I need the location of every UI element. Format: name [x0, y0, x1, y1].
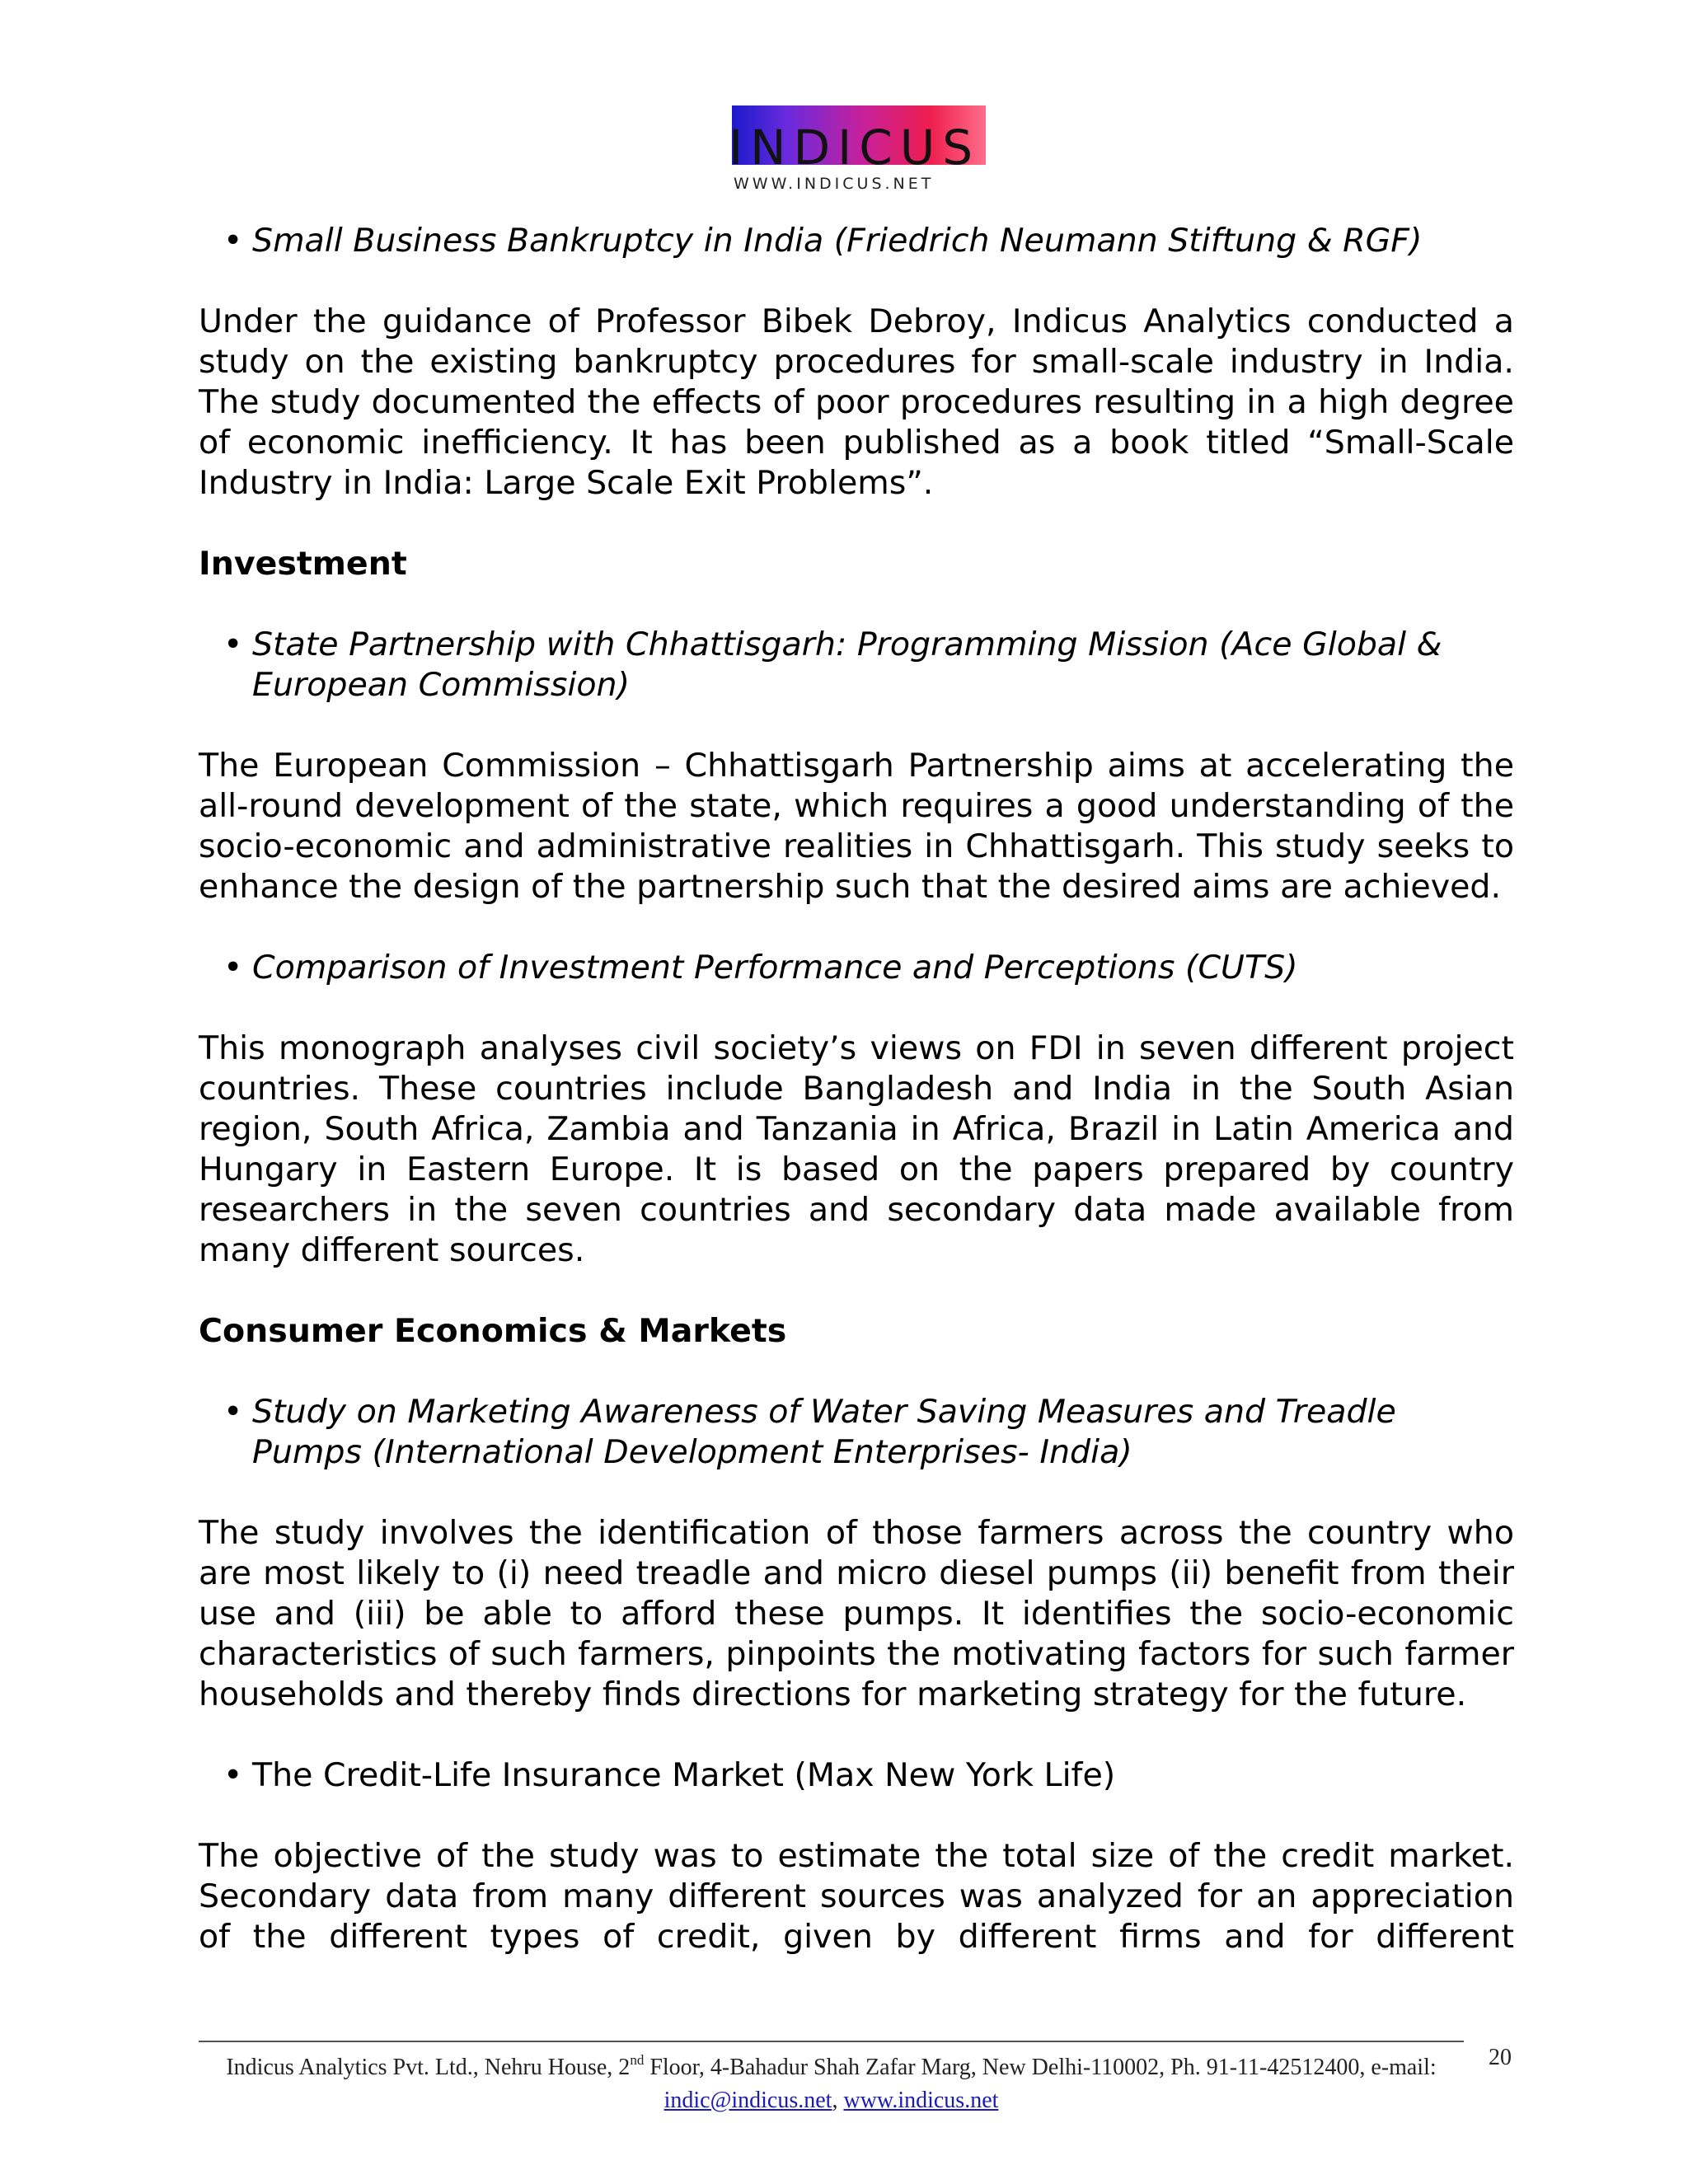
- list-item-water-saving: [199, 1392, 1514, 1473]
- logo-wordmark: INDICUS: [729, 120, 981, 176]
- list-item-chhattisgarh: [199, 625, 1514, 705]
- bullet-text: Small Business Bankruptcy in India (Friedrich Neumann Stiftung & RGF): [252, 222, 1423, 260]
- bullet-text: The Credit-Life Insurance Market (Max New York Life): [252, 1756, 1116, 1794]
- paragraph-fdi: This monograph analyses civil society’s views on FDI in seven different project countries. These countries include Bangladesh and India in the South Asian region, South Africa, Zambia and Tanzania in Africa, Brazil in Latin America and Hungary in Eastern Europe. It is based on the papers prepared by country researchers in the seven countries and secondary data made available from many different sources.: [199, 1029, 1514, 1269]
- footer-address: Indicus Analytics Pvt. Ltd., Nehru House, 2nd Floor, 4-Bahadur Shah Zafar Marg, New Delhi-110002, Ph. 91-11-42512400, e-mail: indic@indicus.net, www.indicus.net: [226, 2052, 1437, 2113]
- bullet-text: Study on Marketing Awareness of Water Saving Measures and Treadle Pumps (International Development Enterprises- India): [252, 1393, 1396, 1471]
- list-item-credit-life: [199, 1755, 1514, 1796]
- page-number: 20: [1489, 2045, 1512, 2070]
- bullet-icon: •: [223, 222, 243, 260]
- page-body: [199, 221, 1514, 1957]
- bullet-icon: •: [223, 1756, 243, 1794]
- indicus-logo: [729, 104, 986, 194]
- email-link[interactable]: indic@indicus.net: [663, 2088, 832, 2113]
- bullet-icon: •: [223, 626, 243, 663]
- bullet-icon: •: [223, 949, 243, 987]
- bullet-text: State Partnership with Chhattisgarh: Programming Mission (Ace Global & European Commission): [252, 626, 1442, 704]
- bullet-icon: •: [223, 1393, 243, 1431]
- footer-divider: [199, 2041, 1464, 2042]
- bullet-text: Comparison of Investment Performance and Perceptions (CUTS): [252, 949, 1298, 987]
- heading-consumer-economics: Consumer Economics & Markets: [199, 1312, 787, 1350]
- paragraph-credit-market: The objective of the study was to estimate the total size of the credit market. Secondary data from many different sources was analyzed for an appreciation of the different types of credit, given by different firms and for different: [199, 1837, 1514, 1956]
- website-link[interactable]: www.indicus.net: [843, 2088, 999, 2113]
- logo-url: WWW.INDICUS.NET: [734, 175, 935, 193]
- list-item-investment-performance: [199, 948, 1514, 988]
- paragraph-treadle-pumps: The study involves the identification of those farmers across the country who are most likely to (i) need treadle and micro diesel pumps (ii) benefit from their use and (iii) be able to afford these pumps. It identifies the socio-economic characteristics of such farmers, pinpoints the motivating factors for such farmer households and thereby finds directions for marketing strategy for the future.: [199, 1514, 1514, 1713]
- list-item-bankruptcy: [199, 221, 1514, 261]
- paragraph-chhattisgarh: The European Commission – Chhattisgarh Partnership aims at accelerating the all-round development of the state, which requires a good understanding of the socio-economic and administrative realities in Chhattisgarh. This study seeks to enhance the design of the partnership such that the desired aims are achieved.: [199, 747, 1514, 906]
- paragraph-bankruptcy: Under the guidance of Professor Bibek Debroy, Indicus Analytics conducted a study on the existing bankruptcy procedures for small-scale industry in India. The study documented the effects of poor procedures resulting in a high degree of economic inefficiency. It has been published as a book titled “Small-Scale Industry in India: Large Scale Exit Problems”.: [199, 302, 1514, 502]
- heading-investment: Investment: [199, 545, 407, 583]
